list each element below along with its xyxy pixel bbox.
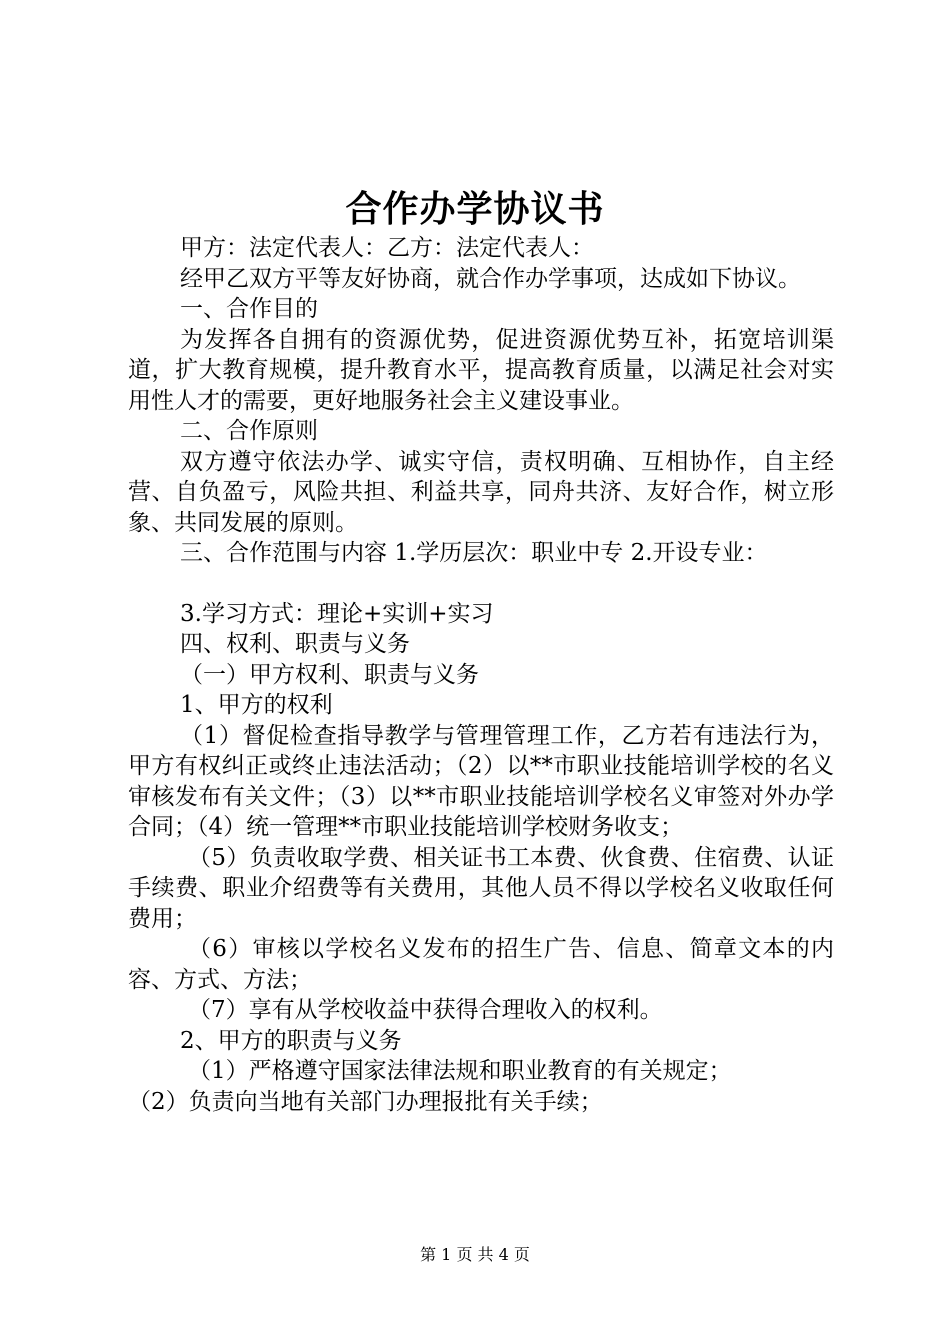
purpose-paragraph: 为发挥各自拥有的资源优势，促进资源优势互补，拓宽培训渠道，扩大教育规模，提升教育水平，提高教育质量，以满足社会对实用性人才的需要，更好地服务社会主义建设事业。 [128, 326, 834, 414]
study-mode-line: 3.学习方式：理论+实训+实习 [180, 600, 494, 627]
document-title: 合作办学协议书 [345, 188, 605, 230]
parties-line: 甲方：法定代表人：乙方：法定代表人： [180, 235, 594, 261]
blank-line [128, 569, 834, 599]
party-a-rights-item-6: （6）审核以学校名义发布的招生广告、信息、简章文本的内容、方式、方法； [128, 936, 834, 993]
principles-paragraph: 双方遵守依法办学、诚实守信，责权明确、互相协作，自主经营、自负盈亏，风险共担、利益共享，同舟共济、友好合作，树立形象、共同发展的原则。 [128, 448, 834, 536]
party-a-duties-heading: 2、甲方的职责与义务 [180, 1027, 402, 1054]
section-heading-scope: 三、合作范围与内容 1.学历层次：职业中专 2.开设专业： [180, 540, 768, 566]
section-heading-principles: 二、合作原则 [180, 418, 318, 444]
section-heading-rights: 四、权利、职责与义务 [180, 631, 410, 657]
subsection-party-a: （一）甲方权利、职责与义务 [180, 661, 479, 688]
party-a-rights-heading: 1、甲方的权利 [180, 692, 333, 718]
intro-paragraph: 经甲乙双方平等友好协商，就合作办学事项，达成如下协议。 [180, 265, 801, 292]
page-number-footer: 第 1 页 共 4 页 [420, 1245, 530, 1264]
party-a-duty-item-1: （1）严格遵守国家法律法规和职业教育的有关规定； [188, 1058, 732, 1084]
section-heading-purpose: 一、合作目的 [180, 296, 318, 322]
party-a-rights-item-7: （7）享有从学校收益中获得合理收入的权利。 [188, 997, 663, 1023]
document-body [128, 233, 834, 1117]
party-a-rights-items-1-4: （1）督促检查指导教学与管理管理工作，乙方若有违法行为，甲方有权纠正或终止违法活动；（2）以**市职业技能培训学校的名义审核发布有关文件；（3）以**市职业技能培训学校名义审签对外办学合同；（4）统一管理**市职业技能培训学校财务收支； [128, 722, 834, 840]
party-a-duty-item-2: （2）负责向当地有关部门办理报批有关手续； [128, 1088, 603, 1115]
party-a-rights-item-5: （5）负责收取学费、相关证书工本费、伙食费、住宿费、认证手续费、职业介绍费等有关费用，其他人员不得以学校名义收取任何费用； [128, 844, 834, 932]
